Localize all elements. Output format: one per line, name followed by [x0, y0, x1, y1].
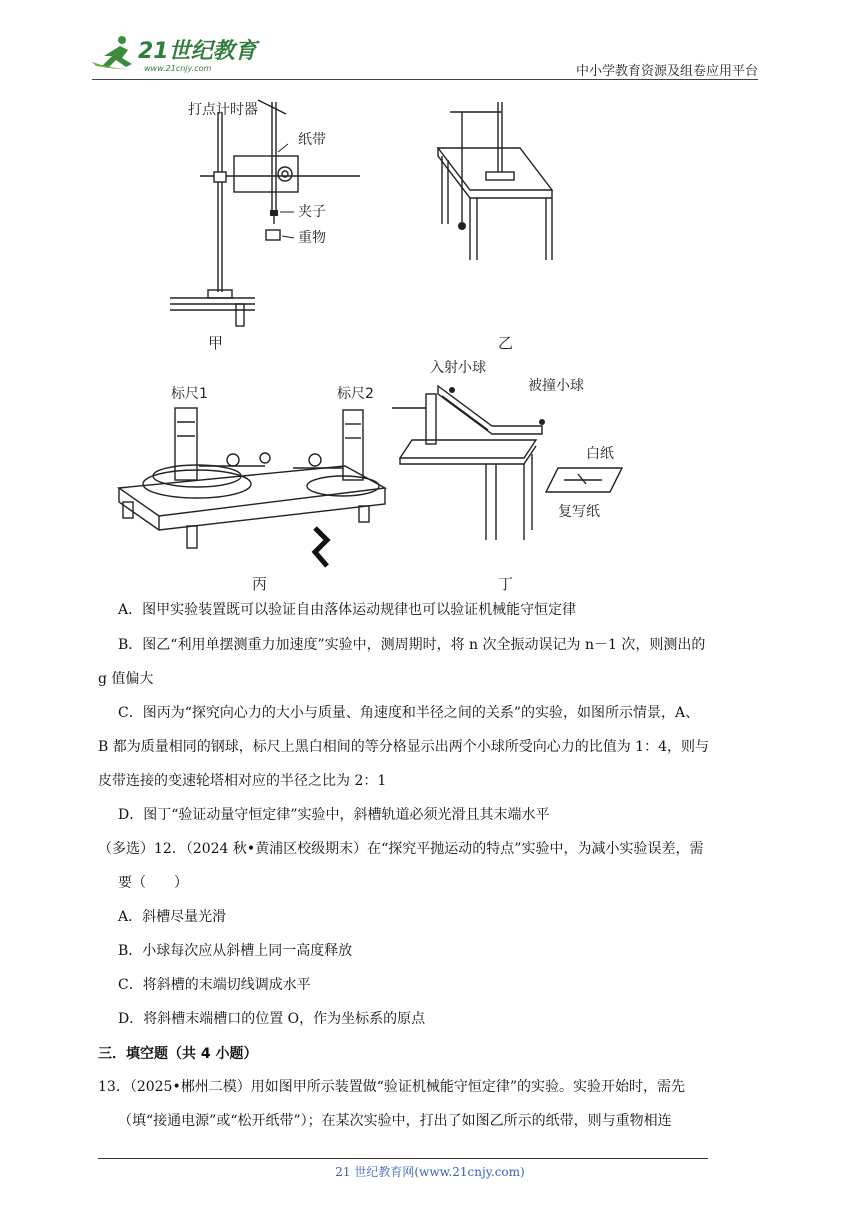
caption-jia: 甲: [208, 334, 224, 352]
label-weight: 重物: [298, 230, 326, 246]
footer-divider: [98, 1158, 708, 1159]
section-title: 三．填空题（共 4 小题）: [98, 1046, 258, 1062]
q11-option-c-line1: C．图丙为“探究向心力的大小与质量、角速度和半径之间的关系”的实验，如图所示情景，A、: [118, 705, 700, 721]
label-ruler-2: 标尺2: [337, 386, 374, 402]
figure-yi: [430, 90, 630, 270]
figure-jia: [160, 92, 360, 354]
q12-stem-line2: 要（ ）: [118, 875, 188, 891]
label-ruler-1: 标尺1: [171, 386, 208, 402]
q11-option-a: A．图甲实验装置既可以验证自由落体运动规律也可以验证机械能守恒定律: [118, 602, 577, 618]
page-header: [92, 30, 758, 80]
q11-option-c-line3: 皮带连接的变速轮塔相对应的半径之比为 2：1: [98, 773, 387, 789]
q12-option-c: C．将斜槽的末端切线调成水平: [118, 977, 311, 993]
q11-option-c-line2: B 都为质量相同的钢球，标尺上黑白相间的等分格显示出两个小球所受向心力的比值为 1：4，则与: [98, 739, 710, 755]
q12-option-b: B．小球每次应从斜槽上同一高度释放: [118, 943, 353, 959]
label-carbon-paper: 复写纸: [558, 504, 600, 520]
footer-text: 21 世纪教育网(www.21cnjy.com): [335, 1165, 525, 1179]
label-timer: 打点计时器: [188, 102, 258, 118]
label-target-ball: 被撞小球: [528, 378, 584, 394]
label-clip: 夹子: [298, 204, 326, 220]
figure-ding: [392, 350, 642, 580]
caption-ding: 丁: [498, 575, 514, 593]
label-tape: 纸带: [298, 132, 326, 148]
q12-option-a: A．斜槽尽量光滑: [118, 909, 227, 925]
label-white-paper: 白纸: [586, 446, 614, 462]
logo-text: 21世纪教育: [138, 39, 257, 64]
q13-line1: 13．（2025•郴州二模）用如图甲所示装置做“验证机械能守恒定律”的实验。实验开始时，需先: [98, 1079, 686, 1095]
q12-stem-line1: （多选）12．（2024 秋•黄浦区校级期末）在“探究平抛运动的特点”实验中，为减小实验误差，需: [98, 841, 704, 857]
caption-bing: 丙: [252, 575, 268, 593]
q11-option-b-line1: B．图乙“利用单摆测重力加速度”实验中，测周期时，将 n 次全振动误记为 n－1 次，则测出的: [118, 637, 706, 653]
logo-url: www.21cnjy.com: [144, 64, 212, 73]
label-incident-ball: 入射小球: [430, 360, 486, 376]
q11-option-d: D．图丁“验证动量守恒定律”实验中，斜槽轨道必须光滑且其末端水平: [118, 807, 550, 823]
header-divider: [92, 79, 758, 80]
q11-option-b-line2: g 值偏大: [98, 671, 154, 687]
platform-name: 中小学教育资源及组卷应用平台: [575, 64, 758, 79]
figure-bing: [115, 376, 400, 576]
caption-yi: 乙: [498, 334, 514, 352]
q12-option-d: D．将斜槽末端槽口的位置 O，作为坐标系的原点: [118, 1011, 426, 1027]
q13-line2: （填“接通电源”或“松开纸带”）；在某次实验中，打出了如图乙所示的纸带，则与重物相连: [118, 1113, 672, 1129]
site-logo: [92, 34, 272, 74]
